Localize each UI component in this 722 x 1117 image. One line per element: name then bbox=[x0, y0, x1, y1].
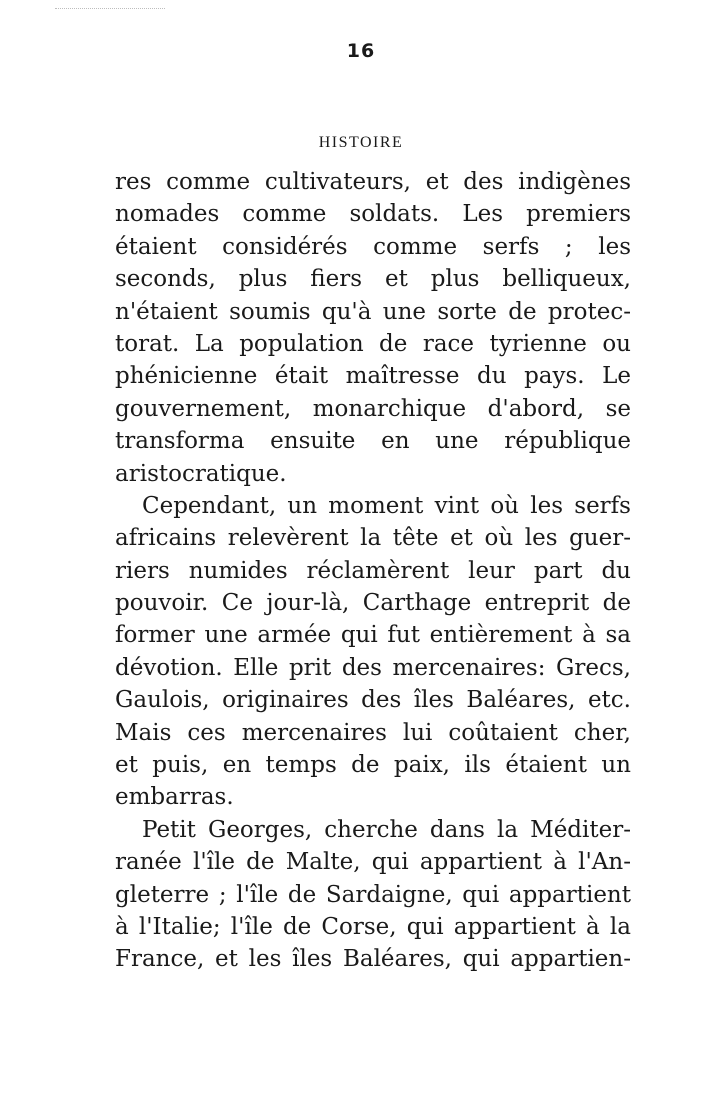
text-line: à l'Italie; l'île de Corse, qui appartient à la bbox=[115, 913, 631, 940]
text-line: nomades comme soldats. Les premiers bbox=[115, 201, 631, 228]
text-line: étaient considérés comme serfs ; les bbox=[115, 233, 631, 260]
text-line: africains relevèrent la tête et où les guer- bbox=[115, 525, 631, 552]
text-line-paragraph-start: Cependant, un moment vint où les serfs bbox=[142, 492, 631, 519]
text-line: riers numides réclamèrent leur part du bbox=[115, 557, 631, 584]
text-line: transforma ensuite en une république bbox=[115, 428, 631, 455]
text-line: pouvoir. Ce jour-là, Carthage entreprit de bbox=[115, 590, 631, 617]
text-line: gouvernement, monarchique d'abord, se bbox=[115, 395, 631, 422]
text-line: dévotion. Elle prit des mercenaires: Grecs, bbox=[115, 654, 631, 681]
text-line-paragraph-end: embarras. bbox=[115, 784, 234, 811]
text-line-paragraph-end: aristocratique. bbox=[115, 460, 287, 487]
page-number: 16 bbox=[346, 40, 376, 62]
text-line: Mais ces mercenaires lui coûtaient cher, bbox=[115, 719, 631, 746]
text-line: gleterre ; l'île de Sardaigne, qui appartient bbox=[115, 881, 631, 908]
text-line: seconds, plus fiers et plus belliqueux, bbox=[115, 266, 631, 293]
scan-specks bbox=[55, 8, 165, 11]
text-line: res comme cultivateurs, et des indigènes bbox=[115, 169, 631, 195]
text-line: France, et les îles Baléares, qui appartien- bbox=[115, 946, 631, 973]
text-line-paragraph-start: Petit Georges, cherche dans la Méditer- bbox=[142, 816, 631, 843]
text-line: torat. La population de race tyrienne ou bbox=[115, 330, 631, 357]
running-head: HISTOIRE bbox=[318, 134, 404, 151]
body-text bbox=[115, 166, 631, 976]
text-line: phénicienne était maîtresse du pays. Le bbox=[115, 363, 631, 390]
text-line: Gaulois, originaires des îles Baléares, etc. bbox=[115, 687, 631, 714]
text-line: former une armée qui fut entièrement à sa bbox=[115, 622, 631, 649]
text-line: et puis, en temps de paix, ils étaient un bbox=[115, 752, 631, 779]
text-line: n'étaient soumis qu'à une sorte de protec- bbox=[115, 298, 631, 325]
text-line: ranée l'île de Malte, qui appartient à l'An- bbox=[115, 849, 631, 876]
